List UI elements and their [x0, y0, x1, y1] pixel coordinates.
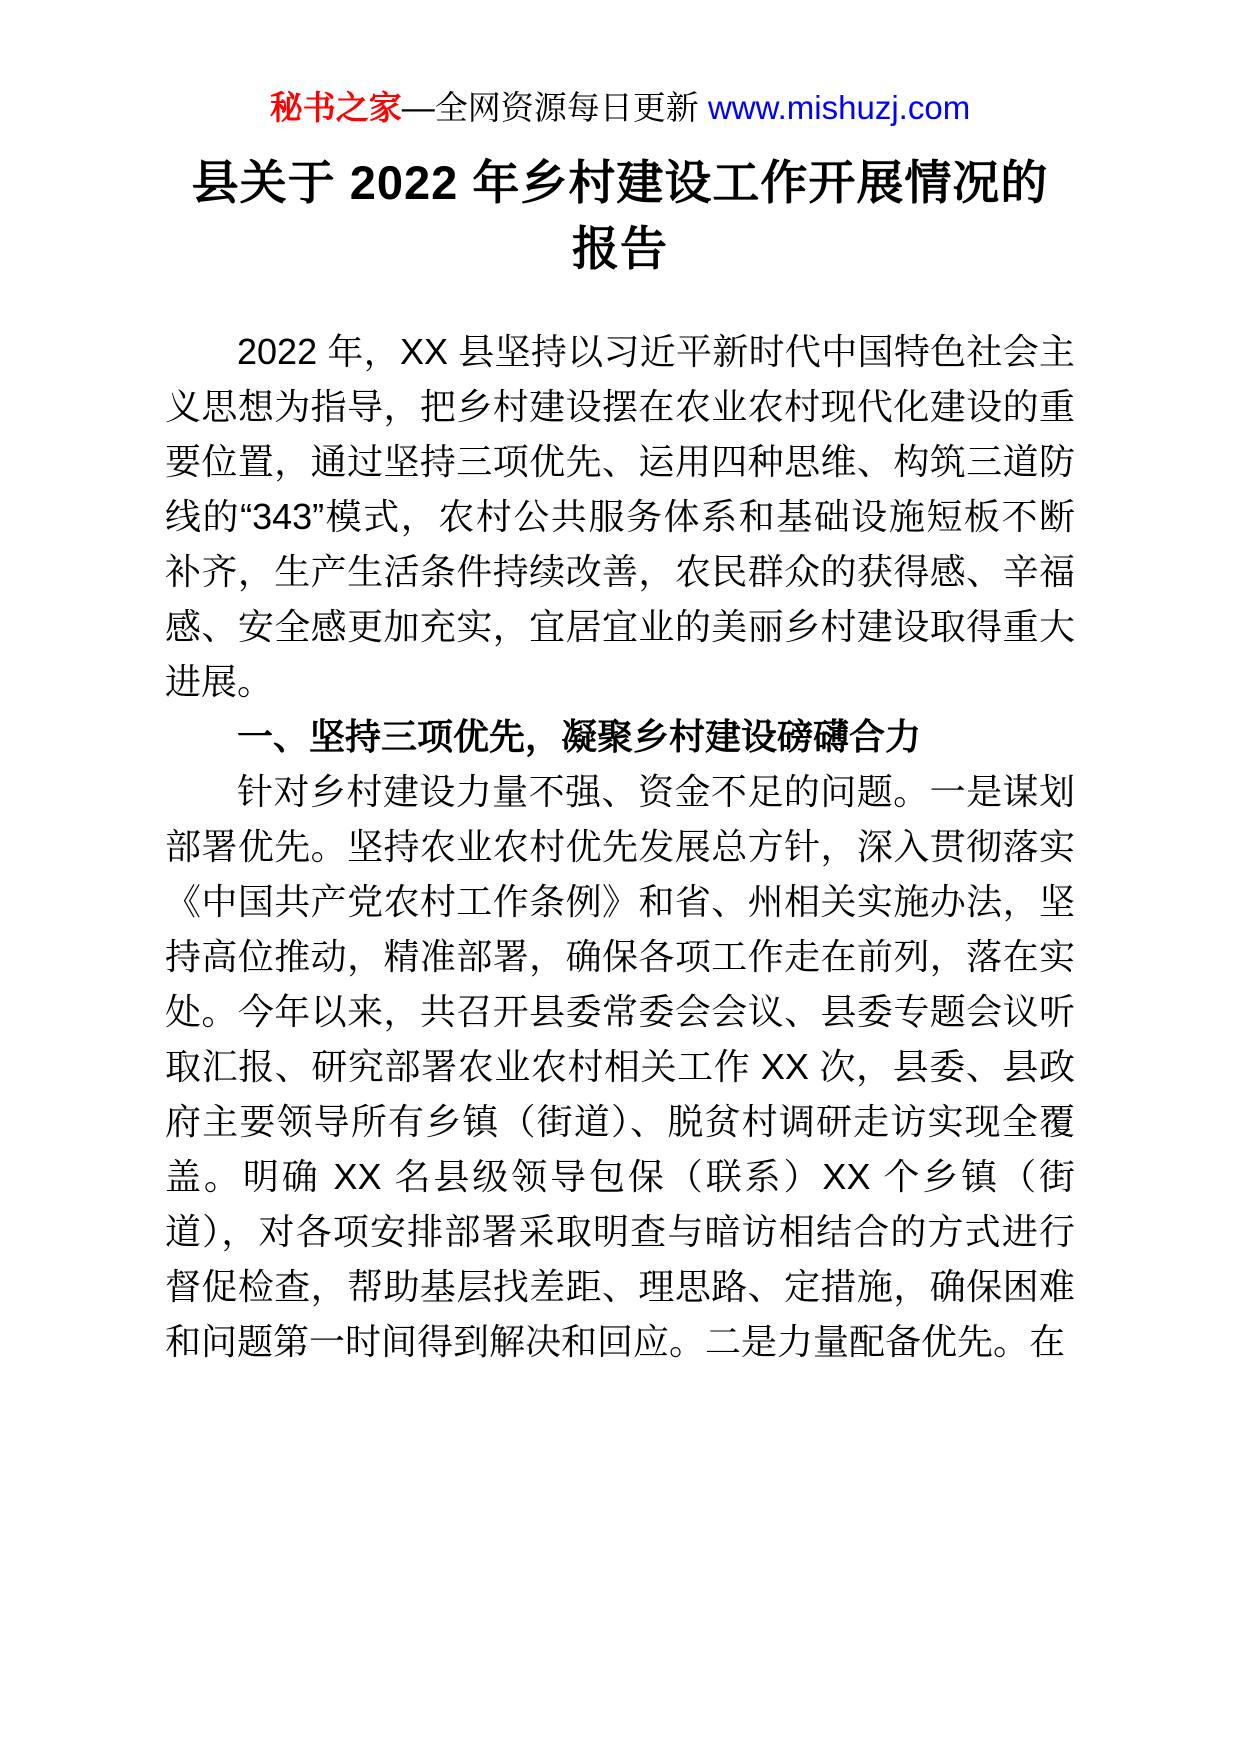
body-paragraph: 针对乡村建设力量不强、资金不足的问题。一是谋划部署优先。坚持农业农村优先发展总方针，深入贯彻落实《中国共产党农村工作条例》和省、州相关实施办法，坚持高位推动，精准部署，确保各项工作走在前列，落在实处。今年以来，共召开县委常委会会议、县委专题会议听取汇报、研究部署农业农村相关工作 XX 次，县委、县政府主要领导所有乡镇（街道）、脱贫村调研走访实现全覆盖。明确 XX 名县级领导包保（联系）XX 个乡镇（街道），对各项安排部署采取明查与暗访相结合的方式进行督促检查，帮助基层找差距、理思路、定措施，确保困难和问题第一时间得到解决和回应。二是力量配备优先。在 [165, 770, 1075, 1362]
document-title-line-2: 报告 [572, 221, 668, 275]
document-title [165, 150, 1075, 282]
body-paragraph: 2022 年，XX 县坚持以习近平新时代中国特色社会主义思想为指导，把乡村建设摆在农业农村现代化建设的重要位置，通过坚持三项优先、运用四种思维、构筑三道防线的“343”模式，农村公共服务体系和基础设施短板不断补齐，生产生活条件持续改善，农民群众的获得感、辛福感、安全感更加充实，宜居宜业的美丽乡村建设取得重大进展。 [165, 330, 1075, 702]
site-header [165, 88, 1075, 128]
site-brand: 秘书之家 [269, 89, 402, 126]
section-heading: 一、坚持三项优先，凝聚乡村建设磅礴合力 [237, 715, 922, 757]
document-title-line-1: 县关于 2022 年乡村建设工作开展情况的 [191, 155, 1049, 209]
document-body [165, 324, 1075, 1369]
site-tagline: —全网资源每日更新 [401, 89, 708, 126]
site-url-link[interactable]: www.mishuzj.com [707, 89, 971, 126]
